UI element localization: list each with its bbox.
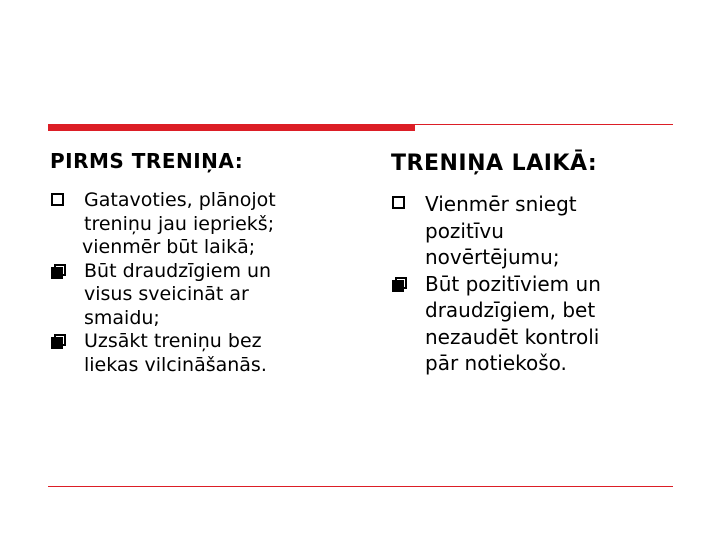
top-divider-thin: [415, 124, 673, 125]
hollow-square-bullet-icon: [51, 193, 64, 206]
hollow-square-bullet-icon: [392, 196, 405, 209]
shadow-box-bullet-icon: [51, 334, 66, 349]
list-item-line: draudzīgiem, bet: [425, 298, 596, 322]
list-item-line: Uzsākt treniņu bez: [84, 330, 262, 352]
list-item-line: nezaudēt kontroli: [425, 324, 600, 349]
left-column: [50, 146, 340, 377]
list-item: [50, 330, 340, 377]
list-item-line: Būt pozitīviem un: [425, 271, 601, 296]
left-list: [50, 189, 340, 377]
list-item-line: novērtējumu;: [425, 245, 560, 269]
right-heading: TRENIŅA LAIKĀ:: [391, 151, 598, 176]
list-item: [391, 271, 676, 377]
left-heading: PIRMS TRENIŅA:: [50, 149, 244, 173]
shadow-box-bullet-icon: [51, 264, 66, 279]
bottom-divider: [48, 486, 673, 487]
list-item-line: pozitīvu: [425, 218, 504, 243]
list-item-line: pār notiekošo.: [425, 351, 567, 375]
list-item: [50, 260, 340, 331]
list-item: [391, 191, 676, 271]
list-item-line: treniņu jau iepriekš;: [84, 212, 275, 235]
list-item-line: Būt draudzīgiem un: [84, 259, 272, 282]
list-item-line: visus sveicināt ar: [84, 283, 249, 305]
list-item-line: liekas vilcināšanās.: [84, 353, 267, 376]
top-divider-thick: [48, 124, 415, 131]
list-item-line: Gatavoties, plānojot: [84, 189, 276, 211]
list-item-line: vienmēr būt laikā;: [82, 236, 256, 258]
list-item-line: Vienmēr sniegt: [425, 192, 577, 216]
right-column: [391, 146, 676, 377]
list-item-line: smaidu;: [84, 306, 160, 329]
list-item: [50, 189, 340, 260]
right-list: [391, 191, 676, 377]
shadow-box-bullet-icon: [392, 277, 407, 292]
